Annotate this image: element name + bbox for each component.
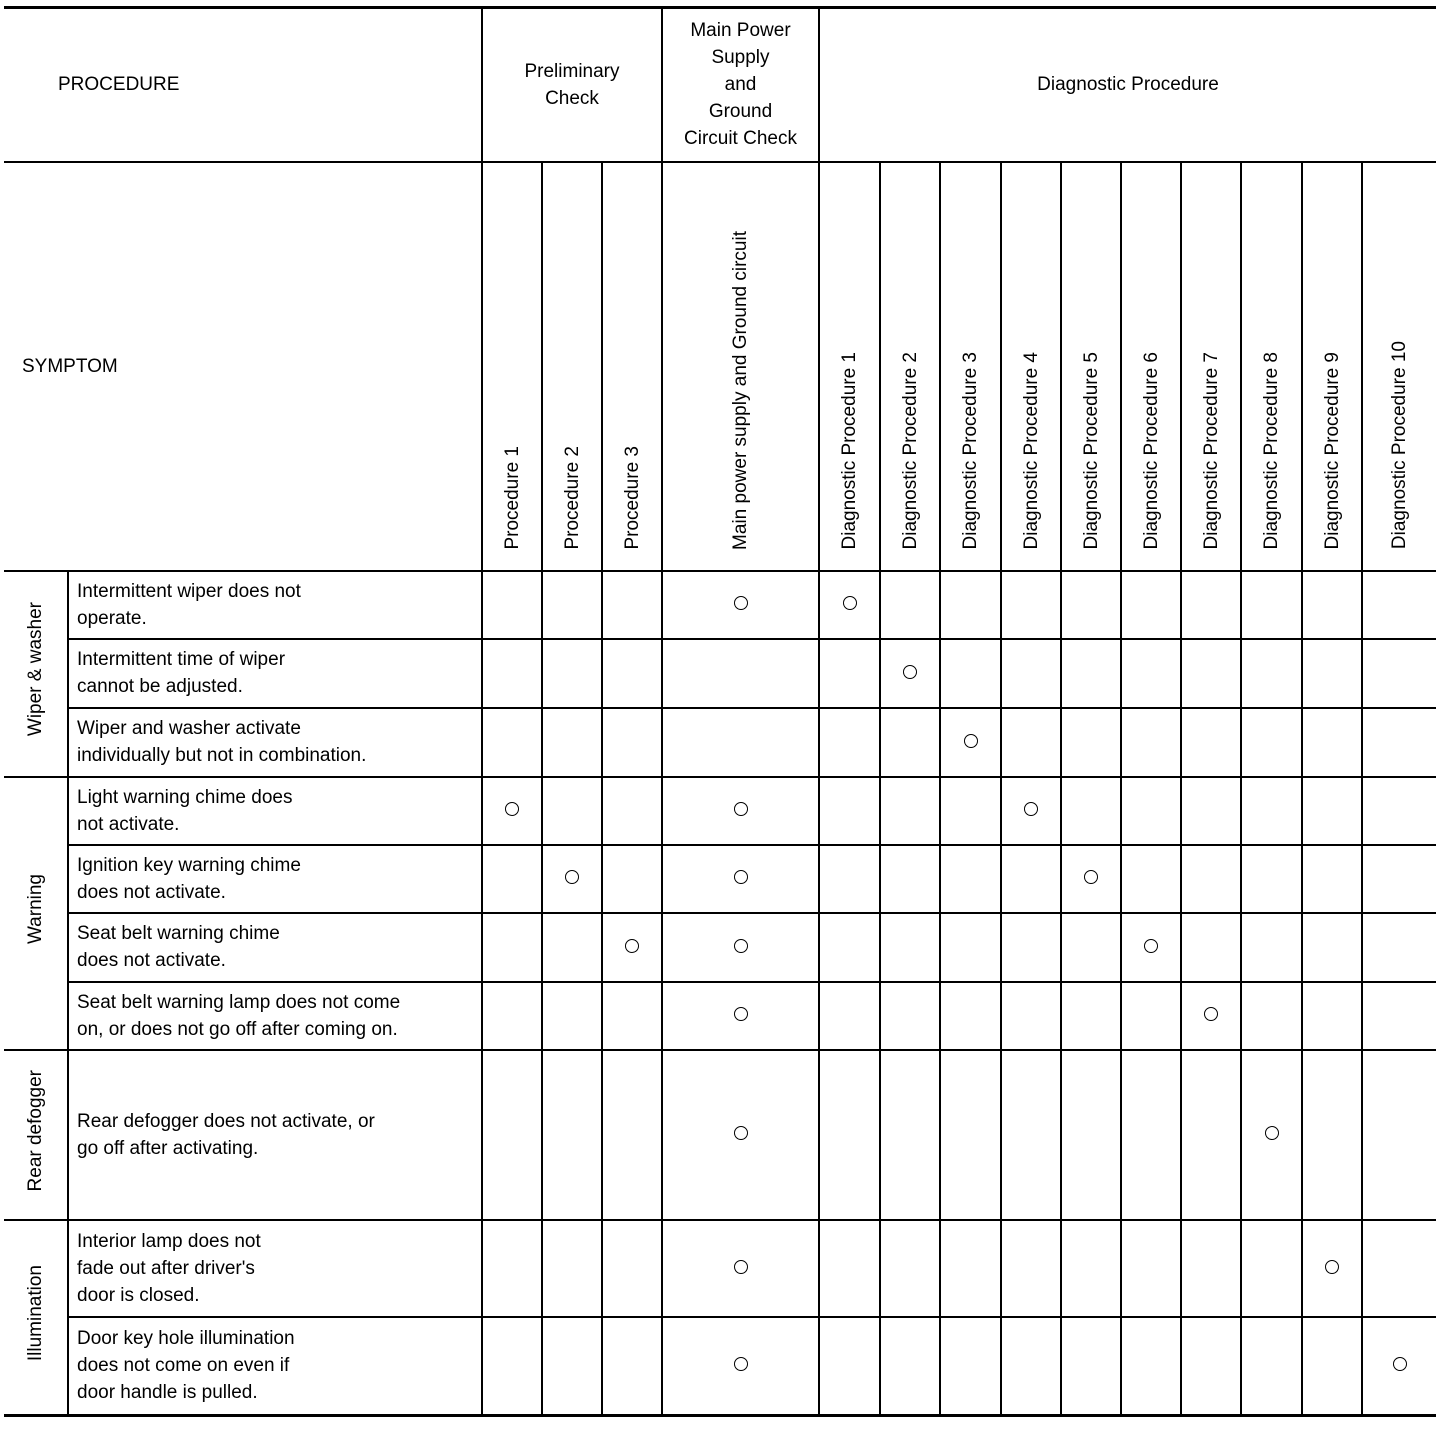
check-cell: [1121, 639, 1181, 708]
symptom-text: [68, 777, 482, 845]
check-cell: [662, 913, 819, 982]
header-line: Preliminary: [524, 60, 620, 82]
check-circle-icon: [843, 596, 857, 610]
symptom-line: Seat belt warning lamp does not come: [77, 991, 401, 1013]
check-cell: [1061, 982, 1121, 1050]
check-cell: [1181, 708, 1241, 777]
symptom-text: [68, 982, 482, 1050]
check-cell: [662, 777, 819, 845]
procedure-header: PROCEDURE: [4, 8, 482, 162]
check-cell: [1001, 571, 1061, 639]
column-header-label: Procedure 3: [621, 445, 643, 550]
check-cell: [1181, 571, 1241, 639]
check-cell: [482, 639, 542, 708]
category-cell: [4, 1050, 68, 1220]
check-cell: [602, 708, 662, 777]
check-cell: [1362, 777, 1436, 845]
check-cell: [819, 982, 880, 1050]
check-cell: [542, 777, 602, 845]
category-cell: [4, 571, 68, 777]
check-cell: [1061, 777, 1121, 845]
check-cell: [1241, 639, 1302, 708]
check-cell: [880, 913, 940, 982]
column-header-label: Main power supply and Ground circuit: [730, 230, 751, 550]
header-line: Check: [545, 87, 599, 109]
check-cell: [542, 1220, 602, 1317]
category-label: Illumination: [25, 1265, 46, 1362]
symptom-text: [68, 1220, 482, 1317]
check-cell: [1001, 845, 1061, 913]
check-cell: [482, 913, 542, 982]
symptom-row: [4, 777, 1436, 845]
check-cell: [1001, 777, 1061, 845]
check-circle-icon: [1204, 1007, 1218, 1021]
header-line: Diagnostic Procedure: [1037, 74, 1219, 96]
check-cell: [1061, 639, 1121, 708]
check-cell: [1121, 1220, 1181, 1317]
symptom-line: does not activate.: [77, 881, 226, 903]
header-line: and: [724, 74, 757, 96]
check-circle-icon: [734, 1007, 748, 1021]
check-cell: [662, 1317, 819, 1416]
check-cell: [819, 571, 880, 639]
symptom-row: [4, 913, 1436, 982]
check-cell: [1061, 913, 1121, 982]
column-header-7: [940, 162, 1001, 571]
check-cell: [880, 982, 940, 1050]
column-header-label: Diagnostic Procedure 3: [960, 352, 981, 550]
check-cell: [940, 1050, 1001, 1220]
column-header-label: Diagnostic Procedure 8: [1261, 352, 1282, 550]
check-cell: [1302, 1317, 1362, 1416]
check-cell: [1302, 708, 1362, 777]
group-header-row: [4, 8, 1436, 162]
column-header-5: [819, 162, 880, 571]
header-line: Circuit Check: [684, 128, 797, 150]
check-circle-icon: [1024, 802, 1038, 816]
check-cell: [1121, 982, 1181, 1050]
check-cell: [1061, 1220, 1121, 1317]
check-circle-icon: [734, 870, 748, 884]
check-cell: [1181, 845, 1241, 913]
check-cell: [602, 777, 662, 845]
check-cell: [482, 982, 542, 1050]
category-cell: [4, 777, 68, 1050]
check-cell: [1121, 1317, 1181, 1416]
check-cell: [1241, 708, 1302, 777]
check-circle-icon: [1393, 1357, 1407, 1371]
check-cell: [1061, 845, 1121, 913]
check-cell: [1001, 982, 1061, 1050]
symptom-text: [68, 571, 482, 639]
symptom-line: individually but not in combination.: [77, 745, 367, 766]
check-cell: [1121, 845, 1181, 913]
column-header-label: Diagnostic Procedure 7: [1200, 352, 1222, 550]
symptom-line: Interior lamp does not: [77, 1230, 261, 1252]
check-circle-icon: [1265, 1126, 1279, 1140]
check-cell: [1121, 1050, 1181, 1220]
check-cell: [940, 708, 1001, 777]
diagnostic-procedure-header: [819, 8, 1436, 162]
check-cell: [880, 571, 940, 639]
check-cell: [1241, 1317, 1302, 1416]
check-circle-icon: [734, 1260, 748, 1274]
column-header-8: [1001, 162, 1061, 571]
symptom-line: cannot be adjusted.: [77, 676, 243, 697]
check-cell: [940, 571, 1001, 639]
check-cell: [1181, 1317, 1241, 1416]
check-cell: [542, 571, 602, 639]
diagnostic-matrix-table: [4, 6, 1436, 1417]
check-circle-icon: [565, 870, 579, 884]
symptom-line: Rear defogger does not activate, or: [77, 1110, 375, 1132]
check-circle-icon: [734, 939, 748, 953]
main-power-header: [662, 8, 819, 162]
check-cell: [940, 982, 1001, 1050]
check-cell: [1362, 571, 1436, 639]
check-cell: [482, 1317, 542, 1416]
check-cell: [819, 777, 880, 845]
check-cell: [602, 982, 662, 1050]
symptom-row: [4, 708, 1436, 777]
column-header-label: Diagnostic Procedure 1: [839, 352, 860, 550]
check-cell: [1121, 777, 1181, 845]
check-cell: [880, 777, 940, 845]
check-cell: [1121, 913, 1181, 982]
check-cell: [880, 1050, 940, 1220]
check-cell: [1302, 777, 1362, 845]
check-cell: [1302, 571, 1362, 639]
symptom-text: [68, 639, 482, 708]
check-cell: [482, 571, 542, 639]
check-cell: [1061, 1317, 1121, 1416]
check-cell: [602, 571, 662, 639]
check-cell: [602, 1220, 662, 1317]
check-cell: [482, 1220, 542, 1317]
category-label: Wiper & washer: [25, 602, 46, 737]
check-cell: [1241, 982, 1302, 1050]
check-cell: [602, 639, 662, 708]
symptom-row: [4, 1050, 1436, 1220]
check-circle-icon: [964, 734, 978, 748]
check-cell: [880, 639, 940, 708]
check-cell: [1061, 708, 1121, 777]
check-cell: [1001, 1050, 1061, 1220]
check-cell: [1001, 1220, 1061, 1317]
symptom-row: [4, 1317, 1436, 1416]
column-header-label: Procedure 1: [501, 445, 523, 550]
check-cell: [1362, 1050, 1436, 1220]
check-cell: [662, 708, 819, 777]
check-cell: [482, 708, 542, 777]
check-cell: [880, 708, 940, 777]
check-cell: [880, 845, 940, 913]
check-cell: [819, 913, 880, 982]
check-cell: [940, 777, 1001, 845]
check-cell: [1362, 1317, 1436, 1416]
symptom-line: on, or does not go off after coming on.: [77, 1018, 398, 1040]
symptom-line: not activate.: [77, 813, 180, 835]
check-cell: [662, 639, 819, 708]
check-cell: [1001, 1317, 1061, 1416]
check-cell: [482, 845, 542, 913]
preliminary-check-header: [482, 8, 662, 162]
category-label: Rear defogger: [25, 1069, 46, 1192]
check-cell: [940, 1220, 1001, 1317]
check-cell: [1241, 845, 1302, 913]
symptom-text: [68, 708, 482, 777]
check-cell: [1362, 845, 1436, 913]
check-cell: [1241, 1220, 1302, 1317]
symptom-row: [4, 639, 1436, 708]
check-circle-icon: [505, 802, 519, 816]
check-cell: [602, 913, 662, 982]
column-header-1: [482, 162, 542, 571]
check-cell: [1302, 845, 1362, 913]
check-cell: [1241, 777, 1302, 845]
check-cell: [1362, 1220, 1436, 1317]
symptom-text: [68, 1050, 482, 1220]
check-cell: [1001, 913, 1061, 982]
check-cell: [602, 1050, 662, 1220]
check-cell: [1181, 1220, 1241, 1317]
check-cell: [1121, 571, 1181, 639]
check-cell: [1181, 982, 1241, 1050]
symptom-row: [4, 1220, 1436, 1317]
column-header-label: Procedure 2: [561, 445, 583, 550]
category-cell: [4, 1220, 68, 1416]
column-header-13: [1302, 162, 1362, 571]
check-circle-icon: [734, 1126, 748, 1140]
check-cell: [1181, 777, 1241, 845]
check-cell: [819, 1050, 880, 1220]
check-cell: [1001, 708, 1061, 777]
symptom-line: Light warning chime does: [77, 786, 293, 808]
check-cell: [940, 913, 1001, 982]
check-cell: [1362, 639, 1436, 708]
check-cell: [819, 708, 880, 777]
check-cell: [1362, 708, 1436, 777]
column-header-row: [4, 162, 1436, 571]
check-cell: [819, 1317, 880, 1416]
check-cell: [819, 1220, 880, 1317]
column-header-6: [880, 162, 940, 571]
symptom-row: [4, 571, 1436, 639]
check-cell: [1241, 1050, 1302, 1220]
symptom-line: fade out after driver's: [77, 1257, 255, 1279]
check-cell: [1061, 571, 1121, 639]
check-cell: [819, 639, 880, 708]
check-cell: [1302, 639, 1362, 708]
symptom-text: [68, 1317, 482, 1416]
check-cell: [542, 639, 602, 708]
column-header-10: [1121, 162, 1181, 571]
symptom-line: does not activate.: [77, 950, 226, 971]
symptom-line: go off after activating.: [77, 1137, 259, 1159]
check-circle-icon: [734, 596, 748, 610]
check-circle-icon: [734, 1357, 748, 1371]
check-circle-icon: [1084, 870, 1098, 884]
column-header-12: [1241, 162, 1302, 571]
matrix-body: [4, 8, 1436, 1416]
check-cell: [1302, 1220, 1362, 1317]
column-header-label: Diagnostic Procedure 4: [1020, 352, 1042, 550]
symptom-line: Seat belt warning chime: [77, 923, 280, 944]
symptom-line: door handle is pulled.: [77, 1382, 258, 1404]
symptom-text: [68, 845, 482, 913]
category-label: Warning: [25, 873, 46, 945]
check-cell: [1241, 913, 1302, 982]
column-header-2: [542, 162, 602, 571]
check-cell: [1302, 1050, 1362, 1220]
check-circle-icon: [734, 802, 748, 816]
check-cell: [940, 639, 1001, 708]
check-cell: [542, 913, 602, 982]
check-cell: [880, 1220, 940, 1317]
check-cell: [1362, 913, 1436, 982]
header-line: Supply: [711, 47, 770, 69]
header-line: Ground: [708, 101, 773, 123]
check-cell: [542, 1317, 602, 1416]
column-header-3: [602, 162, 662, 571]
column-header-label: Diagnostic Procedure 10: [1389, 341, 1410, 550]
check-circle-icon: [1144, 939, 1158, 953]
check-cell: [542, 982, 602, 1050]
column-header-label: Diagnostic Procedure 6: [1140, 352, 1162, 550]
column-header-11: [1181, 162, 1241, 571]
symptom-row: [4, 845, 1436, 913]
column-header-9: [1061, 162, 1121, 571]
check-cell: [482, 777, 542, 845]
symptom-line: Wiper and washer activate: [77, 718, 301, 739]
symptom-line: door is closed.: [77, 1284, 200, 1306]
check-cell: [662, 1220, 819, 1317]
check-cell: [602, 1317, 662, 1416]
symptom-line: Intermittent time of wiper: [77, 649, 286, 670]
symptom-header: SYMPTOM: [4, 162, 482, 571]
symptom-line: does not come on even if: [77, 1355, 290, 1377]
check-cell: [1001, 639, 1061, 708]
symptom-row: [4, 982, 1436, 1050]
check-cell: [1061, 1050, 1121, 1220]
check-cell: [662, 571, 819, 639]
symptom-line: Intermittent wiper does not: [77, 580, 301, 602]
column-header-label: Diagnostic Procedure 5: [1080, 352, 1102, 550]
column-header-14: [1362, 162, 1436, 571]
check-circle-icon: [1325, 1260, 1339, 1274]
check-cell: [1302, 913, 1362, 982]
column-header-label: Diagnostic Procedure 9: [1321, 352, 1343, 550]
check-cell: [542, 845, 602, 913]
check-cell: [880, 1317, 940, 1416]
check-cell: [819, 845, 880, 913]
check-cell: [940, 1317, 1001, 1416]
check-cell: [482, 1050, 542, 1220]
symptom-line: operate.: [77, 607, 147, 629]
check-cell: [1302, 982, 1362, 1050]
check-cell: [662, 845, 819, 913]
column-header-4: [662, 162, 819, 571]
column-header-label: Diagnostic Procedure 2: [899, 352, 921, 550]
check-cell: [940, 845, 1001, 913]
check-cell: [1362, 982, 1436, 1050]
check-circle-icon: [903, 665, 917, 679]
check-cell: [1241, 571, 1302, 639]
symptom-line: Door key hole illumination: [77, 1328, 295, 1350]
check-circle-icon: [625, 939, 639, 953]
check-cell: [1181, 913, 1241, 982]
check-cell: [1121, 708, 1181, 777]
header-line: Main Power: [690, 20, 791, 42]
check-cell: [542, 1050, 602, 1220]
check-cell: [542, 708, 602, 777]
check-cell: [1181, 639, 1241, 708]
check-cell: [662, 982, 819, 1050]
check-cell: [602, 845, 662, 913]
check-cell: [662, 1050, 819, 1220]
symptom-text: [68, 913, 482, 982]
check-cell: [1181, 1050, 1241, 1220]
symptom-line: Ignition key warning chime: [77, 854, 301, 876]
